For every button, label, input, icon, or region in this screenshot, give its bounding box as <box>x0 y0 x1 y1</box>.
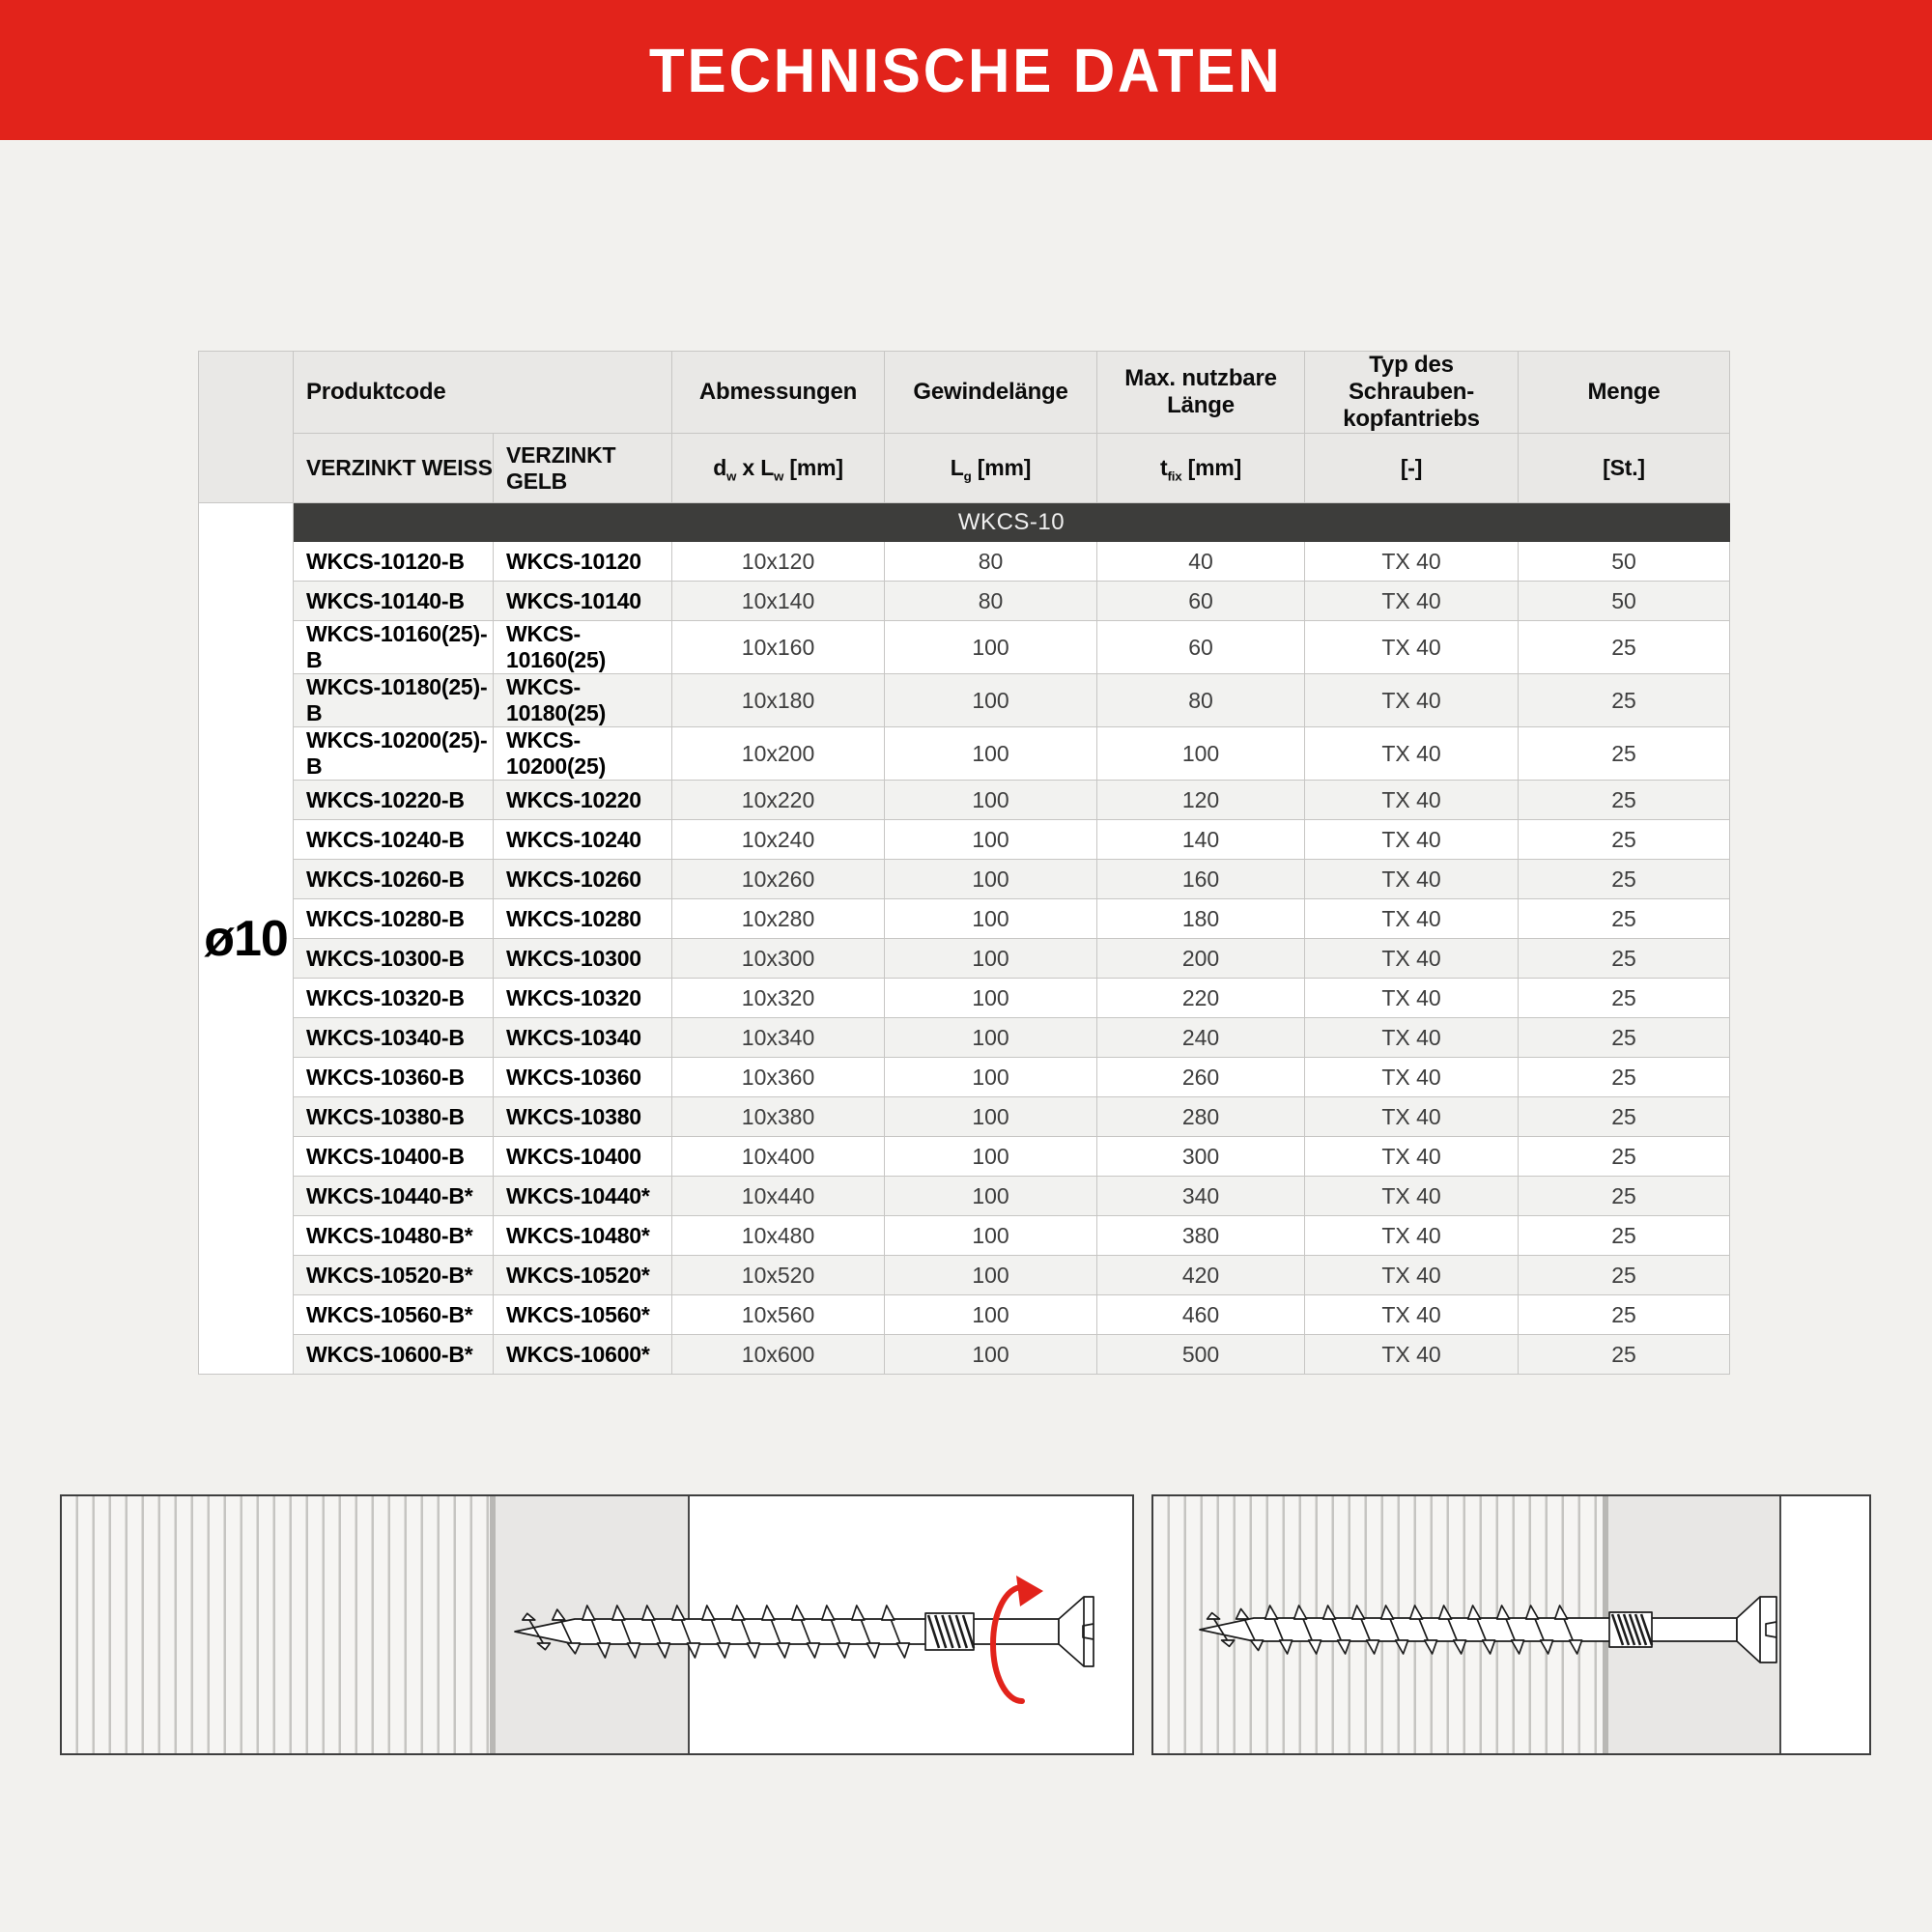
cell-tfix: 340 <box>1097 1177 1305 1216</box>
cell-antrieb: TX 40 <box>1305 899 1519 939</box>
cell-abmessungen: 10x340 <box>672 1018 885 1058</box>
cell-antrieb: TX 40 <box>1305 860 1519 899</box>
cell-tfix: 380 <box>1097 1216 1305 1256</box>
cell-antrieb: TX 40 <box>1305 1295 1519 1335</box>
cell-code-weiss: WKCS-10280-B <box>294 899 494 939</box>
cell-tfix: 60 <box>1097 582 1305 621</box>
cell-abmessungen: 10x360 <box>672 1058 885 1097</box>
cell-code-weiss: WKCS-10520-B* <box>294 1256 494 1295</box>
cell-code-gelb: WKCS-10600* <box>494 1335 672 1375</box>
cell-code-gelb: WKCS-10260 <box>494 860 672 899</box>
cell-code-weiss: WKCS-10380-B <box>294 1097 494 1137</box>
diagram-screw-driving <box>60 1494 1134 1755</box>
header-max-nutzbare-laenge: Max. nutzbare Länge <box>1097 352 1305 434</box>
cell-tfix: 460 <box>1097 1295 1305 1335</box>
cell-code-gelb: WKCS-10380 <box>494 1097 672 1137</box>
unit-tfix: $t_{fix}$ [mm] <box>1097 434 1305 503</box>
cell-antrieb: TX 40 <box>1305 781 1519 820</box>
table-row <box>199 674 1730 727</box>
cell-menge: 25 <box>1519 979 1730 1018</box>
cell-menge: 25 <box>1519 674 1730 727</box>
cell-antrieb: TX 40 <box>1305 582 1519 621</box>
cell-tfix: 180 <box>1097 899 1305 939</box>
cell-antrieb: TX 40 <box>1305 1177 1519 1216</box>
cell-abmessungen: 10x200 <box>672 727 885 781</box>
cell-code-weiss: WKCS-10560-B* <box>294 1295 494 1335</box>
cell-abmessungen: 10x300 <box>672 939 885 979</box>
cell-abmessungen: 10x380 <box>672 1097 885 1137</box>
cell-menge: 25 <box>1519 781 1730 820</box>
diameter-label: ø10 <box>199 503 294 1375</box>
cell-code-gelb: WKCS-10440* <box>494 1177 672 1216</box>
cell-gewindelaenge: 100 <box>885 1058 1097 1097</box>
cell-tfix: 260 <box>1097 1058 1305 1097</box>
group-band-row <box>199 503 1730 542</box>
cell-code-weiss: WKCS-10160(25)-B <box>294 621 494 674</box>
unit-typ: [-] <box>1305 434 1519 503</box>
cell-gewindelaenge: 100 <box>885 979 1097 1018</box>
cell-antrieb: TX 40 <box>1305 1018 1519 1058</box>
table-row <box>199 979 1730 1018</box>
subheader-verzinkt-gelb: VERZINKT GELB <box>494 434 672 503</box>
cell-code-weiss: WKCS-10600-B* <box>294 1335 494 1375</box>
cell-abmessungen: 10x560 <box>672 1295 885 1335</box>
cell-code-weiss: WKCS-10300-B <box>294 939 494 979</box>
cell-code-gelb: WKCS-10520* <box>494 1256 672 1295</box>
cell-menge: 50 <box>1519 582 1730 621</box>
cell-gewindelaenge: 100 <box>885 727 1097 781</box>
cell-abmessungen: 10x220 <box>672 781 885 820</box>
table-row <box>199 1216 1730 1256</box>
cell-code-gelb: WKCS-10180(25) <box>494 674 672 727</box>
table-row <box>199 1335 1730 1375</box>
table-row <box>199 1018 1730 1058</box>
cell-code-gelb: WKCS-10240 <box>494 820 672 860</box>
cell-tfix: 420 <box>1097 1256 1305 1295</box>
cell-gewindelaenge: 100 <box>885 899 1097 939</box>
cell-menge: 25 <box>1519 899 1730 939</box>
cell-code-weiss: WKCS-10200(25)-B <box>294 727 494 781</box>
cell-tfix: 500 <box>1097 1335 1305 1375</box>
screw-with-rotation-icon <box>62 1496 1131 1752</box>
cell-abmessungen: 10x400 <box>672 1137 885 1177</box>
cell-antrieb: TX 40 <box>1305 727 1519 781</box>
table-row <box>199 820 1730 860</box>
cell-tfix: 40 <box>1097 542 1305 582</box>
header-produktcode: Produktcode <box>294 352 672 434</box>
cell-code-weiss: WKCS-10400-B <box>294 1137 494 1177</box>
cell-abmessungen: 10x180 <box>672 674 885 727</box>
table-row <box>199 621 1730 674</box>
table-row <box>199 582 1730 621</box>
cell-menge: 25 <box>1519 1256 1730 1295</box>
technical-data-table <box>198 351 1730 1375</box>
cell-code-weiss: WKCS-10340-B <box>294 1018 494 1058</box>
screw-flush-icon <box>1153 1496 1868 1752</box>
cell-code-weiss: WKCS-10260-B <box>294 860 494 899</box>
cell-code-gelb: WKCS-10400 <box>494 1137 672 1177</box>
cell-gewindelaenge: 100 <box>885 1177 1097 1216</box>
cell-code-weiss: WKCS-10220-B <box>294 781 494 820</box>
cell-gewindelaenge: 80 <box>885 542 1097 582</box>
cell-abmessungen: 10x480 <box>672 1216 885 1256</box>
cell-menge: 25 <box>1519 727 1730 781</box>
cell-code-gelb: WKCS-10160(25) <box>494 621 672 674</box>
cell-abmessungen: 10x240 <box>672 820 885 860</box>
table-row <box>199 1177 1730 1216</box>
cell-tfix: 120 <box>1097 781 1305 820</box>
table-row <box>199 781 1730 820</box>
cell-menge: 25 <box>1519 820 1730 860</box>
cell-code-gelb: WKCS-10200(25) <box>494 727 672 781</box>
cell-code-gelb: WKCS-10220 <box>494 781 672 820</box>
cell-code-weiss: WKCS-10480-B* <box>294 1216 494 1256</box>
cell-tfix: 300 <box>1097 1137 1305 1177</box>
cell-gewindelaenge: 100 <box>885 781 1097 820</box>
cell-gewindelaenge: 100 <box>885 939 1097 979</box>
table-row <box>199 1256 1730 1295</box>
cell-gewindelaenge: 100 <box>885 860 1097 899</box>
cell-antrieb: TX 40 <box>1305 542 1519 582</box>
cell-gewindelaenge: 100 <box>885 1256 1097 1295</box>
title-banner <box>0 0 1932 140</box>
cell-code-gelb: WKCS-10120 <box>494 542 672 582</box>
cell-code-gelb: WKCS-10280 <box>494 899 672 939</box>
cell-abmessungen: 10x160 <box>672 621 885 674</box>
header-gewindelaenge: Gewindelänge <box>885 352 1097 434</box>
cell-gewindelaenge: 100 <box>885 621 1097 674</box>
subheader-verzinkt-weiss: VERZINKT WEISS <box>294 434 494 503</box>
cell-antrieb: TX 40 <box>1305 1216 1519 1256</box>
cell-abmessungen: 10x320 <box>672 979 885 1018</box>
cell-abmessungen: 10x520 <box>672 1256 885 1295</box>
cell-antrieb: TX 40 <box>1305 1097 1519 1137</box>
table-row <box>199 542 1730 582</box>
cell-menge: 25 <box>1519 1137 1730 1177</box>
cell-tfix: 200 <box>1097 939 1305 979</box>
cell-code-weiss: WKCS-10360-B <box>294 1058 494 1097</box>
table-row <box>199 1058 1730 1097</box>
cell-antrieb: TX 40 <box>1305 1335 1519 1375</box>
cell-antrieb: TX 40 <box>1305 1058 1519 1097</box>
cell-gewindelaenge: 100 <box>885 1097 1097 1137</box>
cell-antrieb: TX 40 <box>1305 1137 1519 1177</box>
table-row <box>199 860 1730 899</box>
cell-menge: 25 <box>1519 1177 1730 1216</box>
cell-tfix: 60 <box>1097 621 1305 674</box>
cell-code-gelb: WKCS-10360 <box>494 1058 672 1097</box>
cell-tfix: 240 <box>1097 1018 1305 1058</box>
cell-code-gelb: WKCS-10340 <box>494 1018 672 1058</box>
corner-cell <box>199 352 294 503</box>
cell-abmessungen: 10x260 <box>672 860 885 899</box>
cell-code-weiss: WKCS-10440-B* <box>294 1177 494 1216</box>
cell-menge: 25 <box>1519 1018 1730 1058</box>
cell-code-weiss: WKCS-10140-B <box>294 582 494 621</box>
unit-abmessungen: $d_w$ x $L_w$ [mm] <box>672 434 885 503</box>
cell-code-gelb: WKCS-10140 <box>494 582 672 621</box>
cell-antrieb: TX 40 <box>1305 621 1519 674</box>
cell-tfix: 100 <box>1097 727 1305 781</box>
unit-gewindelaenge: $L_g$ [mm] <box>885 434 1097 503</box>
cell-code-weiss: WKCS-10120-B <box>294 542 494 582</box>
table-row <box>199 1097 1730 1137</box>
header-menge: Menge <box>1519 352 1730 434</box>
cell-tfix: 220 <box>1097 979 1305 1018</box>
cell-code-gelb: WKCS-10320 <box>494 979 672 1018</box>
cell-gewindelaenge: 100 <box>885 1018 1097 1058</box>
table-row <box>199 727 1730 781</box>
cell-antrieb: TX 40 <box>1305 1256 1519 1295</box>
cell-code-gelb: WKCS-10560* <box>494 1295 672 1335</box>
cell-menge: 50 <box>1519 542 1730 582</box>
cell-gewindelaenge: 100 <box>885 820 1097 860</box>
cell-gewindelaenge: 80 <box>885 582 1097 621</box>
cell-gewindelaenge: 100 <box>885 1295 1097 1335</box>
cell-menge: 25 <box>1519 1335 1730 1375</box>
cell-tfix: 140 <box>1097 820 1305 860</box>
cell-menge: 25 <box>1519 1295 1730 1335</box>
cell-gewindelaenge: 100 <box>885 1216 1097 1256</box>
cell-abmessungen: 10x140 <box>672 582 885 621</box>
cell-menge: 25 <box>1519 1097 1730 1137</box>
diagram-screw-flush <box>1151 1494 1871 1755</box>
table-row <box>199 1137 1730 1177</box>
cell-abmessungen: 10x280 <box>672 899 885 939</box>
table-row <box>199 939 1730 979</box>
table-row <box>199 1295 1730 1335</box>
cell-code-gelb: WKCS-10300 <box>494 939 672 979</box>
header-abmessungen: Abmessungen <box>672 352 885 434</box>
header-schraubenkopfantrieb: Typ des Schrauben-kopfantriebs <box>1305 352 1519 434</box>
table-row <box>199 899 1730 939</box>
cell-code-weiss: WKCS-10320-B <box>294 979 494 1018</box>
cell-code-gelb: WKCS-10480* <box>494 1216 672 1256</box>
cell-antrieb: TX 40 <box>1305 939 1519 979</box>
page-title: TECHNISCHE DATEN <box>649 35 1283 105</box>
cell-code-weiss: WKCS-10180(25)-B <box>294 674 494 727</box>
cell-menge: 25 <box>1519 621 1730 674</box>
cell-code-weiss: WKCS-10240-B <box>294 820 494 860</box>
cell-antrieb: TX 40 <box>1305 979 1519 1018</box>
cell-gewindelaenge: 100 <box>885 1137 1097 1177</box>
table-body <box>199 503 1730 1375</box>
cell-antrieb: TX 40 <box>1305 674 1519 727</box>
cell-tfix: 160 <box>1097 860 1305 899</box>
cell-menge: 25 <box>1519 939 1730 979</box>
cell-antrieb: TX 40 <box>1305 820 1519 860</box>
cell-abmessungen: 10x600 <box>672 1335 885 1375</box>
group-label: WKCS-10 <box>294 503 1730 542</box>
cell-gewindelaenge: 100 <box>885 674 1097 727</box>
cell-menge: 25 <box>1519 1058 1730 1097</box>
cell-gewindelaenge: 100 <box>885 1335 1097 1375</box>
cell-tfix: 80 <box>1097 674 1305 727</box>
unit-menge: [St.] <box>1519 434 1730 503</box>
cell-menge: 25 <box>1519 1216 1730 1256</box>
cell-abmessungen: 10x120 <box>672 542 885 582</box>
cell-abmessungen: 10x440 <box>672 1177 885 1216</box>
cell-menge: 25 <box>1519 860 1730 899</box>
cell-tfix: 280 <box>1097 1097 1305 1137</box>
